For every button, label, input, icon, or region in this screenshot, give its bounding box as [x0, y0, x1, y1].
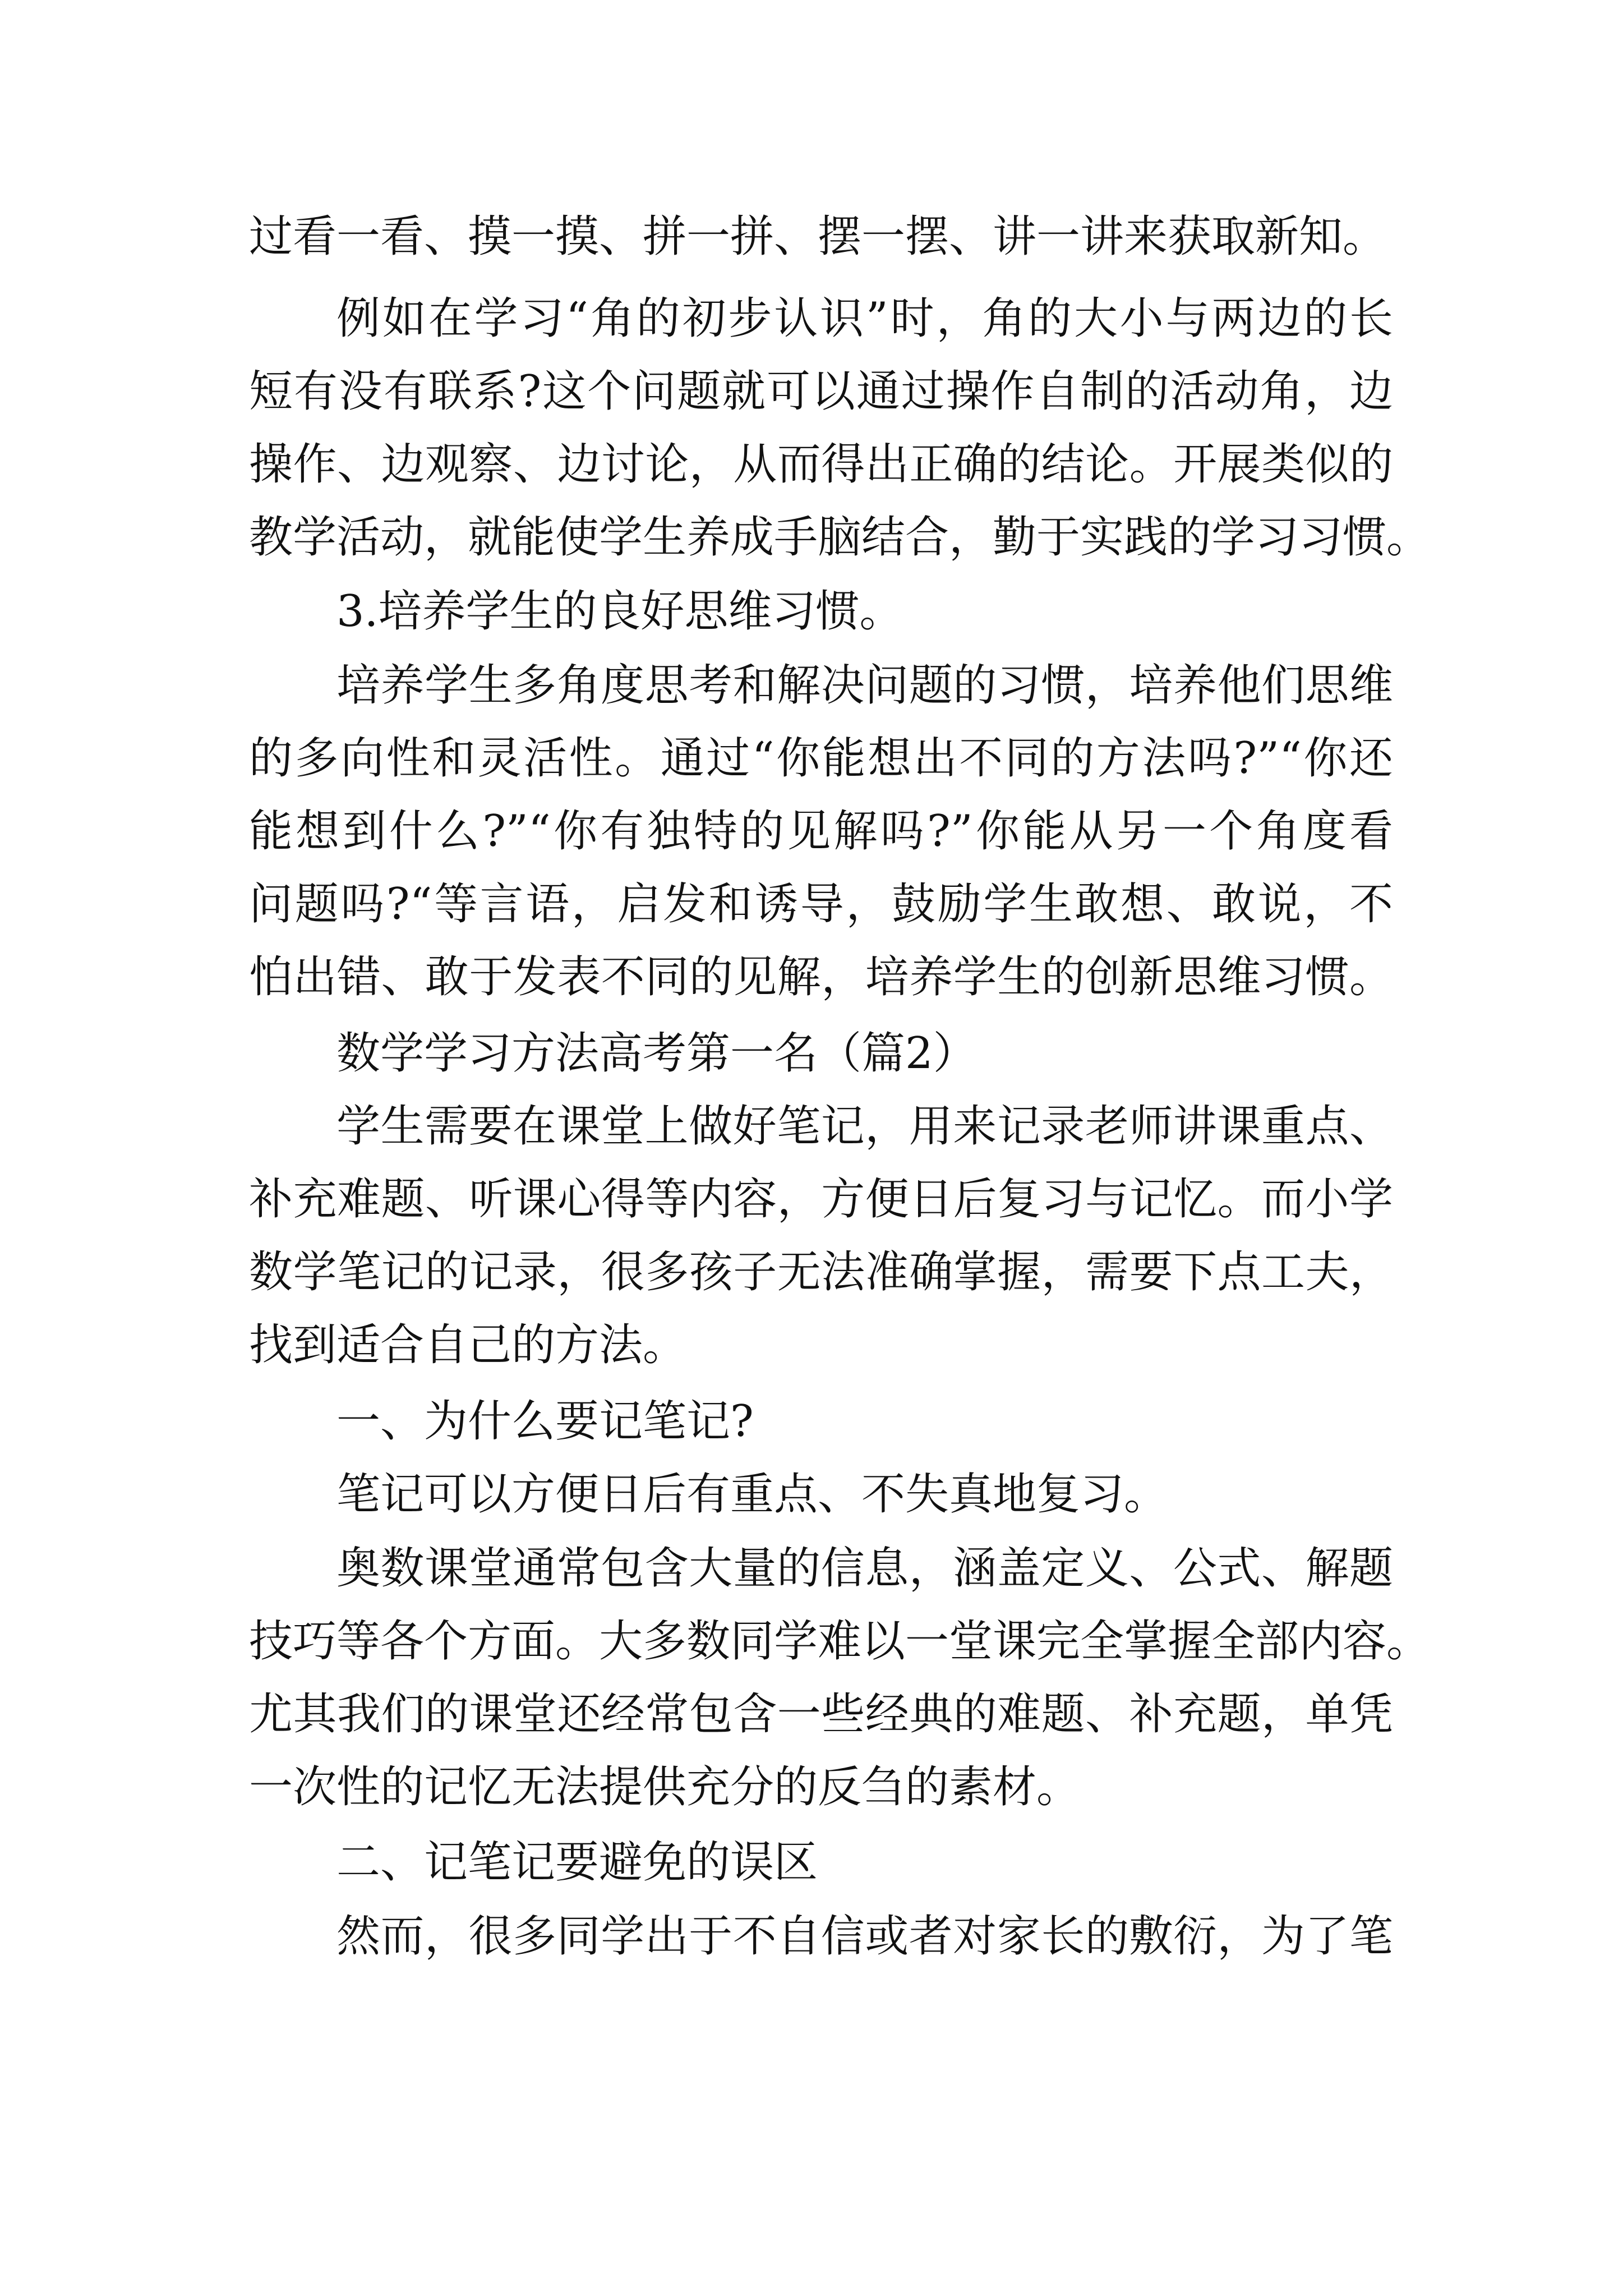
text-line: 数学笔记的记录，很多孩子无法准确掌握，需要下点工夫，	[249, 1247, 1393, 1297]
text-line: 奥数课堂通常包含大量的信息，涵盖定义、公式、解题	[336, 1543, 1393, 1594]
text-line: 教学活动，就能使学生养成手脑结合，勤于实践的学习习惯。	[249, 512, 1431, 563]
text-line: 学生需要在课堂上做好笔记，用来记录老师讲课重点、	[336, 1101, 1393, 1152]
section-heading: 二、记笔记要避免的误区	[336, 1837, 818, 1888]
text-line: 操作、边观察、边讨论，从而得出正确的结论。开展类似的	[249, 439, 1393, 490]
text-line: 过看一看、摸一摸、拼一拼、摆一摆、讲一讲来获取新知。	[249, 211, 1387, 262]
text-line: 培养学生多角度思考和解决问题的习惯，培养他们思维	[336, 660, 1393, 711]
section-heading: 3.培养学生的良好思维习惯。	[336, 586, 903, 637]
text-line: 能想到什么?”“你有独特的见解吗?”你能从另一个角度看	[249, 806, 1393, 857]
text-line: 找到适合自己的方法。	[249, 1320, 687, 1370]
section-heading: 一、为什么要记笔记?	[336, 1396, 754, 1447]
text-line: 问题吗?“等言语，启发和诱导，鼓励学生敢想、敢说，不	[249, 879, 1393, 930]
text-line: 怕出错、敢于发表不同的见解，培养学生的创新思维习惯。	[249, 952, 1393, 1002]
text-line: 补充难题、听课心得等内容，方便日后复习与记忆。而小学	[249, 1174, 1393, 1225]
text-line: 尤其我们的课堂还经常包含一些经典的难题、补充题，单凭	[249, 1689, 1393, 1740]
text-line: 然而，很多同学出于不自信或者对家长的敷衍，为了笔	[336, 1911, 1393, 1962]
text-line: 短有没有联系?这个问题就可以通过操作自制的活动角，边	[249, 366, 1393, 417]
text-line: 笔记可以方便日后有重点、不失真地复习。	[336, 1469, 1168, 1520]
text-line: 的多向性和灵活性。通过“你能想出不同的方法吗?”“你还	[249, 733, 1393, 784]
text-line: 例如在学习“角的初步认识”时，角的大小与两边的长	[336, 293, 1393, 344]
text-line: 一次性的记忆无法提供充分的反刍的素材。	[249, 1762, 1081, 1812]
article-title: 数学学习方法高考第一名（篇2）	[336, 1028, 977, 1079]
text-line: 技巧等各个方面。大多数同学难以一堂课完全掌握全部内容。	[249, 1616, 1431, 1667]
